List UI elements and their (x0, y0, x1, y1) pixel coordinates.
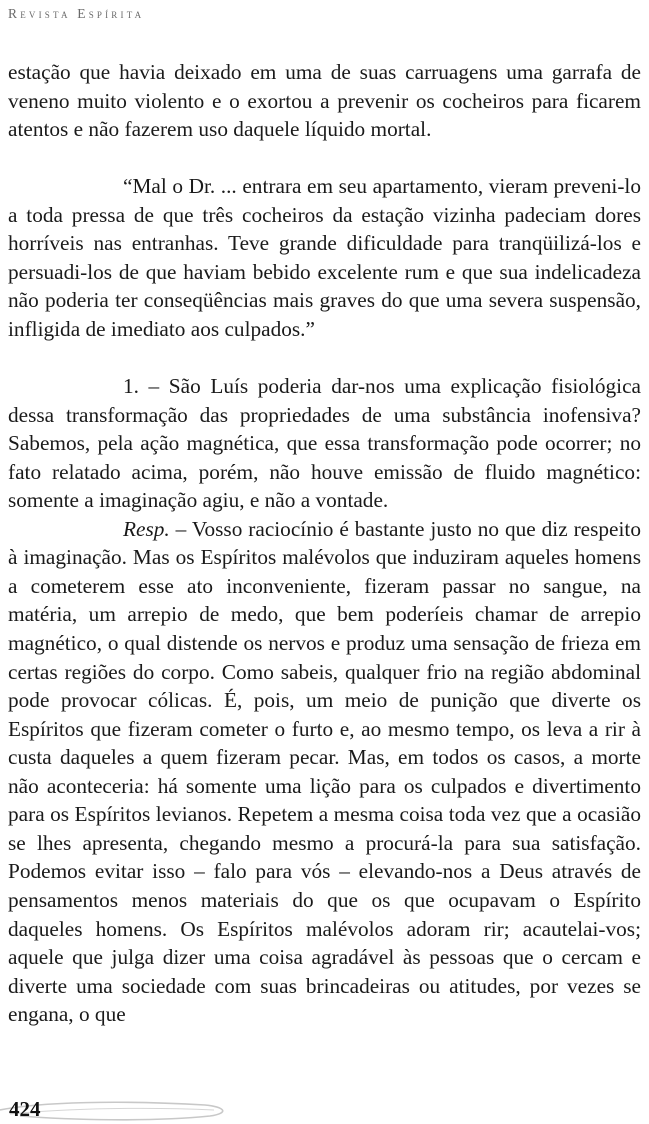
question-paragraph: 1. – São Luís poderia dar-nos uma explicação fisiológica dessa transformação das propriedades de uma substância inofensiva? Sabemos, pela ação magnética, que essa transformação pode ocorrer; no fato relatado acima, porém, não houve emissão de fluido magnético: somente a imaginação agiu, e não a vontade. (8, 374, 641, 513)
answer-paragraph (8, 515, 641, 1029)
paragraph-gap (8, 344, 641, 373)
quoted-paragraph: “Mal o Dr. ... entrara em seu apartamento, vieram preveni-lo a toda pressa de que três cocheiros da estação vizinha padeciam dores horríveis nas entranhas. Teve grande dificuldade para tranqüilizá-los e persuadi-los de que haviam bebido excelente rum e que sua indelicadeza não poderia ter conseqüências mais graves do que uma severa suspensão, infligida de imediato aos culpados.” (8, 174, 641, 341)
answer-text: – Vosso raciocínio é bastante justo no que diz respeito à imaginação. Mas os Espíritos malévolos que induziram aqueles homens a cometerem esse ato inconveniente, fizeram passar no sangue, na matéria, um arrepio de medo, que bem poderíeis chamar de arrepio magnético, o qual distende os nervos e produz uma sensação de frieza em certas regiões do corpo. Como sabeis, qualquer frio na região abdominal pode provocar cólicas. É, pois, um meio de punição que diverte os Espíritos que fizeram cometer o furto e, ao mesmo tempo, os leva a rir à custa daqueles a quem fizeram pecar. Mas, em todos os casos, a morte não aconteceria: há somente uma lição para os culpados e divertimento para os Espíritos levianos. Repetem a mesma coisa toda vez que a ocasião se lhes apresenta, chegando mesmo a procurá-la para sua satisfação. Podemos evitar isso – falo para vós – elevando-nos a Deus através de pensamentos menos materiais do que os que ocupavam o Espírito daqueles homens. Os Espíritos malévolos adoram rir; acautelai-vos; aquele que julga dizer uma coisa agradável às pessoas que o cercam e diverte uma sociedade com suas brincadeiras ou atitudes, por vezes se engana, o que (8, 516, 641, 1027)
answer-label: Resp. (123, 516, 170, 541)
page-body (8, 58, 641, 1029)
paragraph-continuation: estação que havia deixado em uma de suas carruagens uma garrafa de veneno muito violento e o exortou a prevenir os cocheiros para ficarem atentos e não fazerem uso daquele líquido mortal. (8, 60, 641, 142)
page-number: 424 (9, 1097, 41, 1121)
running-header: Revista Espírita (8, 6, 145, 21)
paragraph-gap (8, 144, 641, 173)
